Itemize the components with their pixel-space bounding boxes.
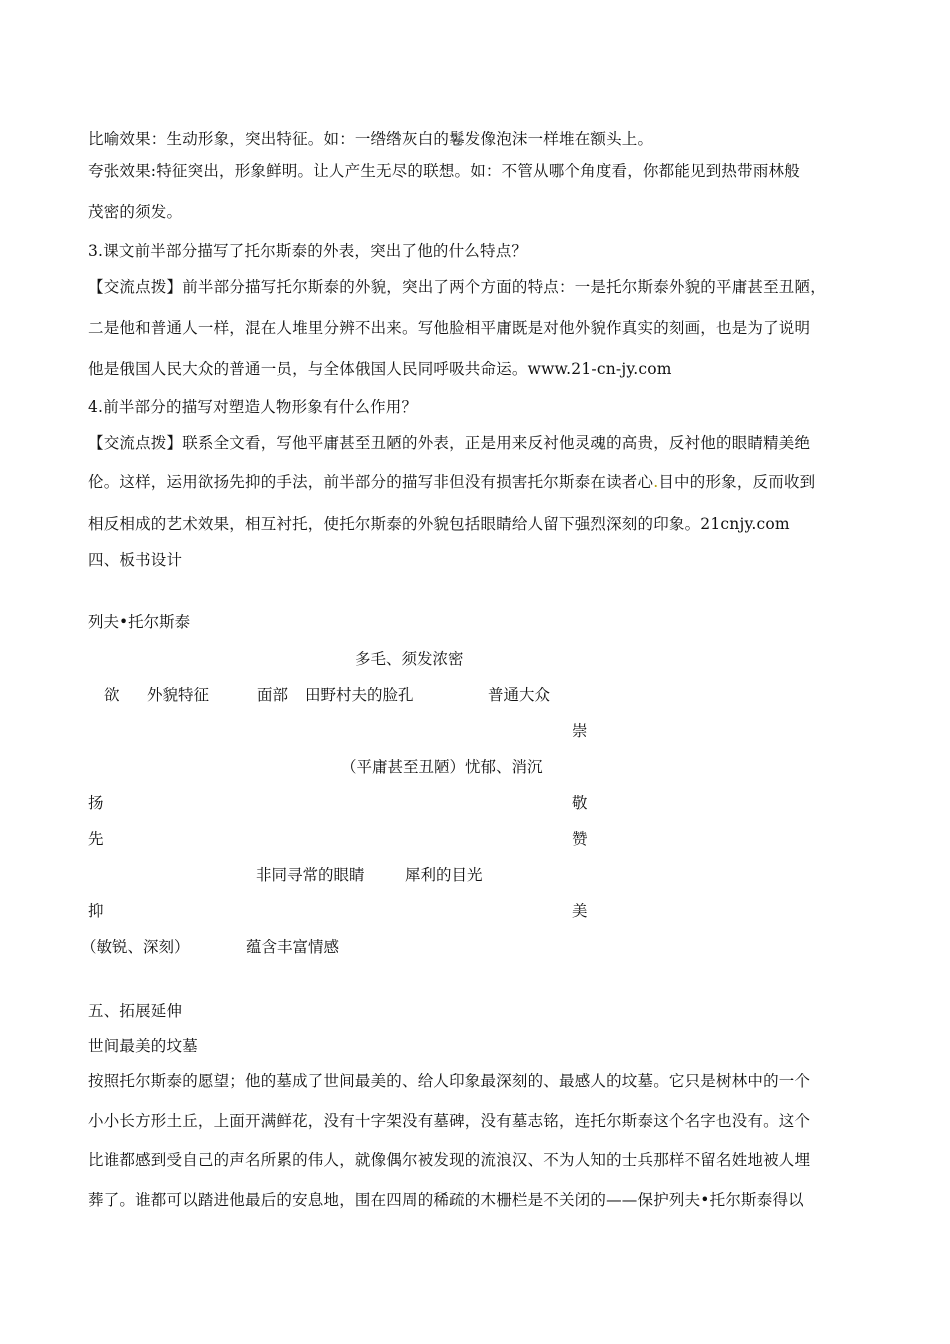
- article-line: 小小长方形土丘，上面开满鲜花，没有十字架没有墓碑，没有墓志铭，连托尔斯泰这个名字也没有。这个: [88, 1112, 811, 1130]
- board-item: 面部: [257, 686, 289, 704]
- board-item: 多毛、须发浓密: [355, 650, 464, 668]
- article-line: 比谁都感到受自己的声名所累的伟人，就像偶尔被发现的流浪汉、不为人知的士兵那样不留名姓地被人埋: [88, 1151, 811, 1169]
- question-3: 3.课文前半部分描写了托尔斯泰的外表，突出了他的什么特点？: [88, 242, 528, 260]
- board-item: 非同寻常的眼睛: [256, 866, 365, 884]
- board-item: 外貌特征: [147, 686, 210, 704]
- board-item: 普通大众: [488, 686, 551, 704]
- answer-4-line: 伦。这样，运用欲扬先抑的手法，前半部分的描写非但没有损害托尔斯泰在读者心.目中的形象，反而收到: [88, 473, 816, 491]
- article-title: 世间最美的坟墓: [88, 1037, 198, 1055]
- text-line: 夸张效果:特征突出，形象鲜明。让人产生无尽的联想。如：不管从哪个角度看，你都能见到热带雨林般: [88, 162, 800, 180]
- answer-4-line: 【交流点拨】联系全文看，写他平庸甚至丑陋的外表，正是用来反衬他灵魂的高贵，反衬他的眼睛精美绝: [88, 434, 811, 452]
- question-4: 4.前半部分的描写对塑造人物形象有什么作用？: [88, 398, 418, 416]
- section-heading: 四、板书设计: [88, 551, 183, 569]
- board-item: （平庸甚至丑陋）忧郁、消沉: [341, 758, 543, 776]
- answer-4-line: 相反相成的艺术效果，相互衬托，使托尔斯泰的外貌包括眼睛给人留下强烈深刻的印象。21cnjy.com: [88, 515, 790, 533]
- board-item: 犀利的目光: [405, 866, 483, 884]
- section-heading: 五、拓展延伸: [88, 1002, 183, 1020]
- board-item: 敬: [572, 794, 588, 812]
- board-item: 赞: [572, 830, 588, 848]
- board-title: 列夫•托尔斯泰: [88, 613, 191, 631]
- article-line: 葬了。谁都可以踏进他最后的安息地，围在四周的稀疏的木栅栏是不关闭的——保护列夫•托尔斯泰得以: [88, 1191, 804, 1209]
- board-item: 田野村夫的脸孔: [305, 686, 414, 704]
- board-item: 抑: [88, 902, 104, 920]
- board-item: （敏锐、深刻）: [81, 938, 190, 956]
- board-item: 蕴含丰富情感: [246, 938, 340, 956]
- text-line: 比喻效果：生动形象，突出特征。如：一绺绺灰白的鬈发像泡沫一样堆在额头上。: [88, 130, 654, 148]
- board-item: 先: [88, 830, 104, 848]
- answer-3-line: 【交流点拨】前半部分描写托尔斯泰的外貌，突出了两个方面的特点：一是托尔斯泰外貌的平庸甚至丑陋，: [88, 278, 826, 296]
- article-line: 按照托尔斯泰的愿望；他的墓成了世间最美的、给人印象最深刻的、最感人的坟墓。它只是树林中的一个: [88, 1072, 811, 1090]
- board-item: 扬: [88, 794, 104, 812]
- answer-3-line: 他是俄国人民大众的普通一员，与全体俄国人民同呼吸共命运。www.21-cn-jy.com: [88, 360, 672, 378]
- answer-3-line: 二是他和普通人一样，混在人堆里分辨不出来。写他脸相平庸既是对他外貌作真实的刻画，也是为了说明: [88, 319, 811, 337]
- board-item: 崇: [572, 722, 588, 740]
- board-item: 欲: [104, 686, 120, 704]
- text-line: 茂密的须发。: [88, 203, 183, 221]
- board-item: 美: [572, 902, 588, 920]
